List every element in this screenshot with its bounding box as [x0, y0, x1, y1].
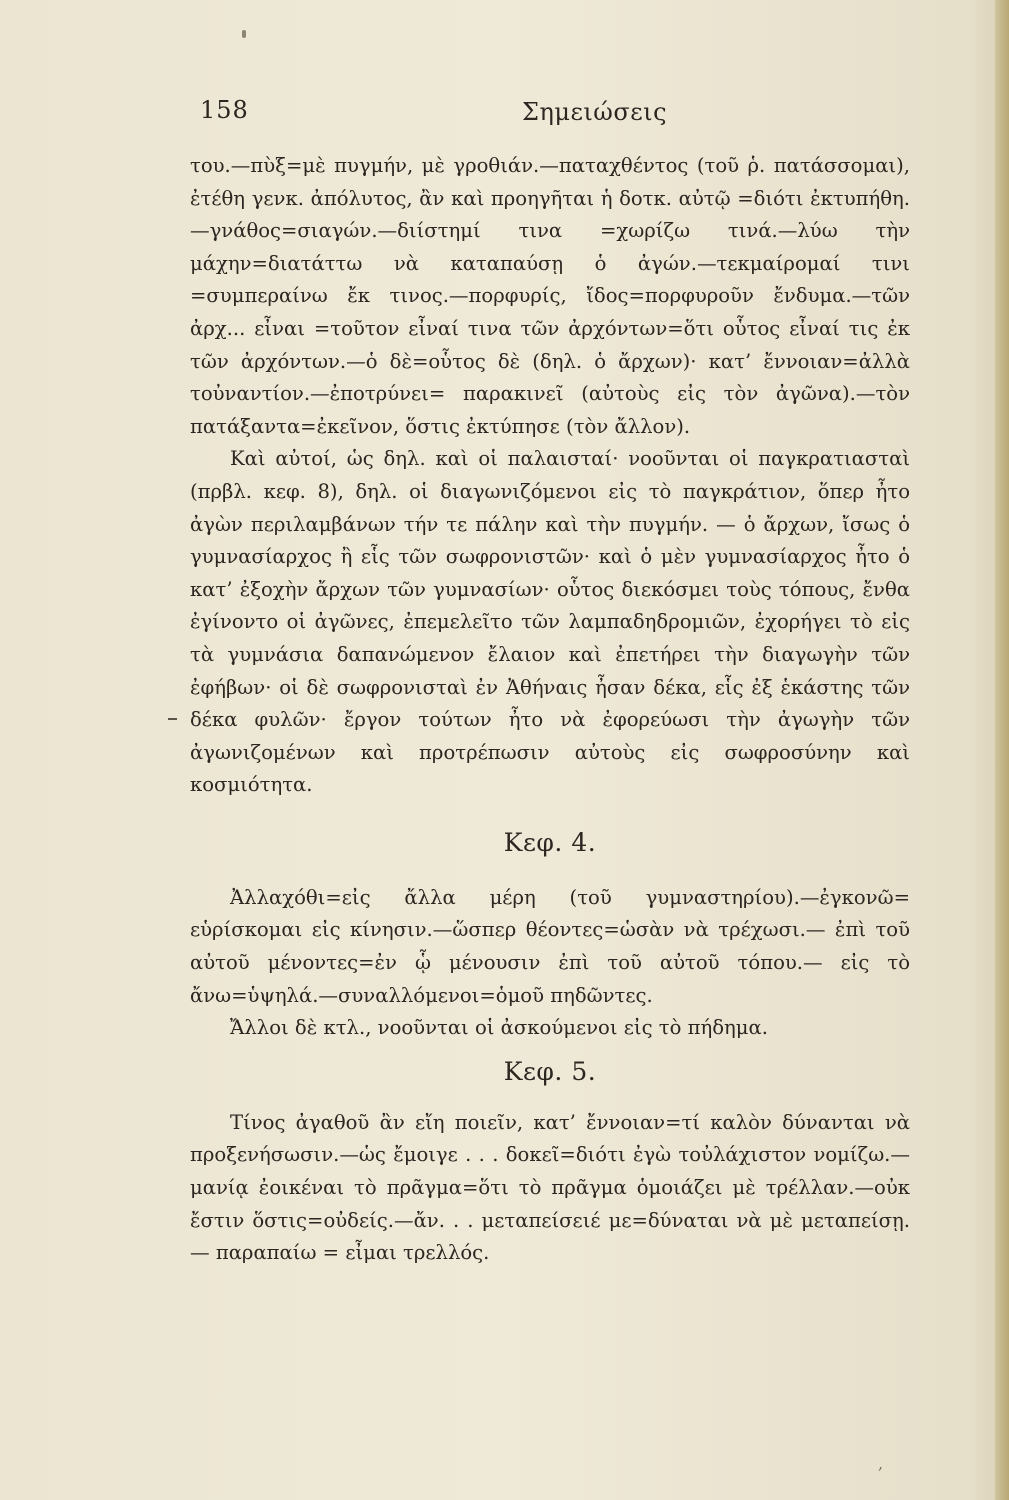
paragraph: Καὶ αὐτοί, ὡς δηλ. καὶ οἱ παλαισταί· νοοῦνται οἱ παγκρατιασταὶ (πρβλ. κεφ. 8), δηλ. οἱ διαγωνιζόμενοι εἰς τὸ παγκράτιον, ὅπερ ἦτο ἀγὼν περιλαμβάνων τήν τε πάλην καὶ τὴν πυγμήν. — ὁ ἄρχων, ἴσως ὁ γυμνασίαρχος ἢ εἷς τῶν σωφρονιστῶν· καὶ ὁ μὲν γυμνασίαρχος ἦτο ὁ κατ’ ἐξοχὴν ἄρχων τῶν γυμνασίων· οὗτος διεκόσμει τοὺς τόπους, ἔνθα ἐγίνοντο οἱ ἀγῶνες, ἐπεμελεῖτο τῶν λαμπαδηδρομιῶν, ἐχορήγει τὸ εἰς τὰ γυμνάσια δαπανώμενον ἔλαιον καὶ ἐπετήρει τὴν διαγωγὴν τῶν ἐφήβων· οἱ δὲ σωφρονισταὶ ἐν Ἀθήναις ἦσαν δέκα, εἷς ἐξ ἑκάστης τῶν δέκα φυλῶν· ἔργον τούτων ἦτο νὰ ἐφορεύωσι τὴν ἀγωγὴν τῶν ἀγωνιζομένων καὶ προτρέπωσιν αὐτοὺς εἰς σωφροσύνην καὶ κοσμιότητα.: [190, 447, 910, 797]
chapter-heading: Κεφ. 4.: [503, 827, 597, 857]
page-number: 158: [200, 96, 249, 124]
margin-dash: [168, 718, 177, 720]
paragraph: Ἀλλαχόθι=εἰς ἄλλα μέρη (τοῦ γυμναστηρίου).—ἐγκονῶ= εὑρίσκομαι εἰς κίνησιν.—ὥσπερ θέοντες=ὡσὰν νὰ τρέχωσι.— ἐπὶ τοῦ αὐτοῦ μένοντες=ἐν ᾧ μένουσιν ἐπὶ τοῦ αὐτοῦ τόπου.— εἰς τὸ ἄνω=ὑψηλά.—συναλλόμενοι=ὁμοῦ πηδῶντες.: [190, 885, 910, 1007]
chapter-heading: Κεφ. 5.: [503, 1056, 597, 1086]
ink-mark: [242, 30, 246, 38]
paragraph: Τίνος ἀγαθοῦ ἂν εἴη ποιεῖν, κατ’ ἔννοιαν=τί καλὸν δύνανται νὰ προξενήσωσιν.—ὡς ἔμοιγε . . . δοκεῖ=διότι ἐγὼ τοὐλάχιστον νομίζω.—μανίᾳ ἐοικέναι τὸ πρᾶγμα=ὅτι τὸ πρᾶγμα ὁμοιάζει μὲ τρέλλαν.—οὐκ ἔστιν ὅστις=οὐδείς.—ἄν. . . μεταπείσειέ με=δύναται νὰ μὲ μεταπείσῃ. — παραπαίω = εἶμαι τρελλός.: [190, 1110, 910, 1265]
stray-mark: ,: [878, 1454, 884, 1473]
paragraph: του.—πὺξ=μὲ πυγμήν, μὲ γροθιάν.—παταχθέντος (τοῦ ῥ. πατάσσομαι), ἐτέθη γενκ. ἀπόλυτος, ἂν καὶ προηγῆται ἡ δοτκ. αὐτῷ =διότι ἐκτυπήθη.—γνάθος=σιαγών.—διίστημί τινα =χωρίζω τινά.—λύω τὴν μάχην=διατάττω νὰ καταπαύσῃ ὁ ἀγών.—τεκμαίρομαί τινι =συμπεραίνω ἔκ τινος.—πορφυρίς, ἴδος=πορφυροῦν ἔνδυμα.—τῶν ἀρχ... εἶναι =τοῦτον εἶναί τινα τῶν ἀρχόντων=ὅτι οὗτος εἶναί τις ἐκ τῶν ἀρχόντων.—ὁ δὲ=οὗτος δὲ (δηλ. ὁ ἄρχων)· κατ’ ἔννοιαν=ἀλλὰ τοὐναντίον.—ἐποτρύνει= παρακινεῖ (αὐτοὺς εἰς τὸν ἀγῶνα).—τὸν πατάξαντα=ἐκεῖνον, ὅστις ἐκτύπησε (τὸν ἄλλον).: [190, 154, 910, 438]
page-header: [200, 96, 880, 136]
paragraph: Ἄλλοι δὲ κτλ., νοοῦνται οἱ ἀσκούμενοι εἰς τὸ πήδημα.: [230, 1016, 768, 1040]
page-edge: [995, 0, 1009, 1500]
running-title: Σημειώσεις: [522, 98, 668, 126]
body-text: [190, 150, 910, 1270]
